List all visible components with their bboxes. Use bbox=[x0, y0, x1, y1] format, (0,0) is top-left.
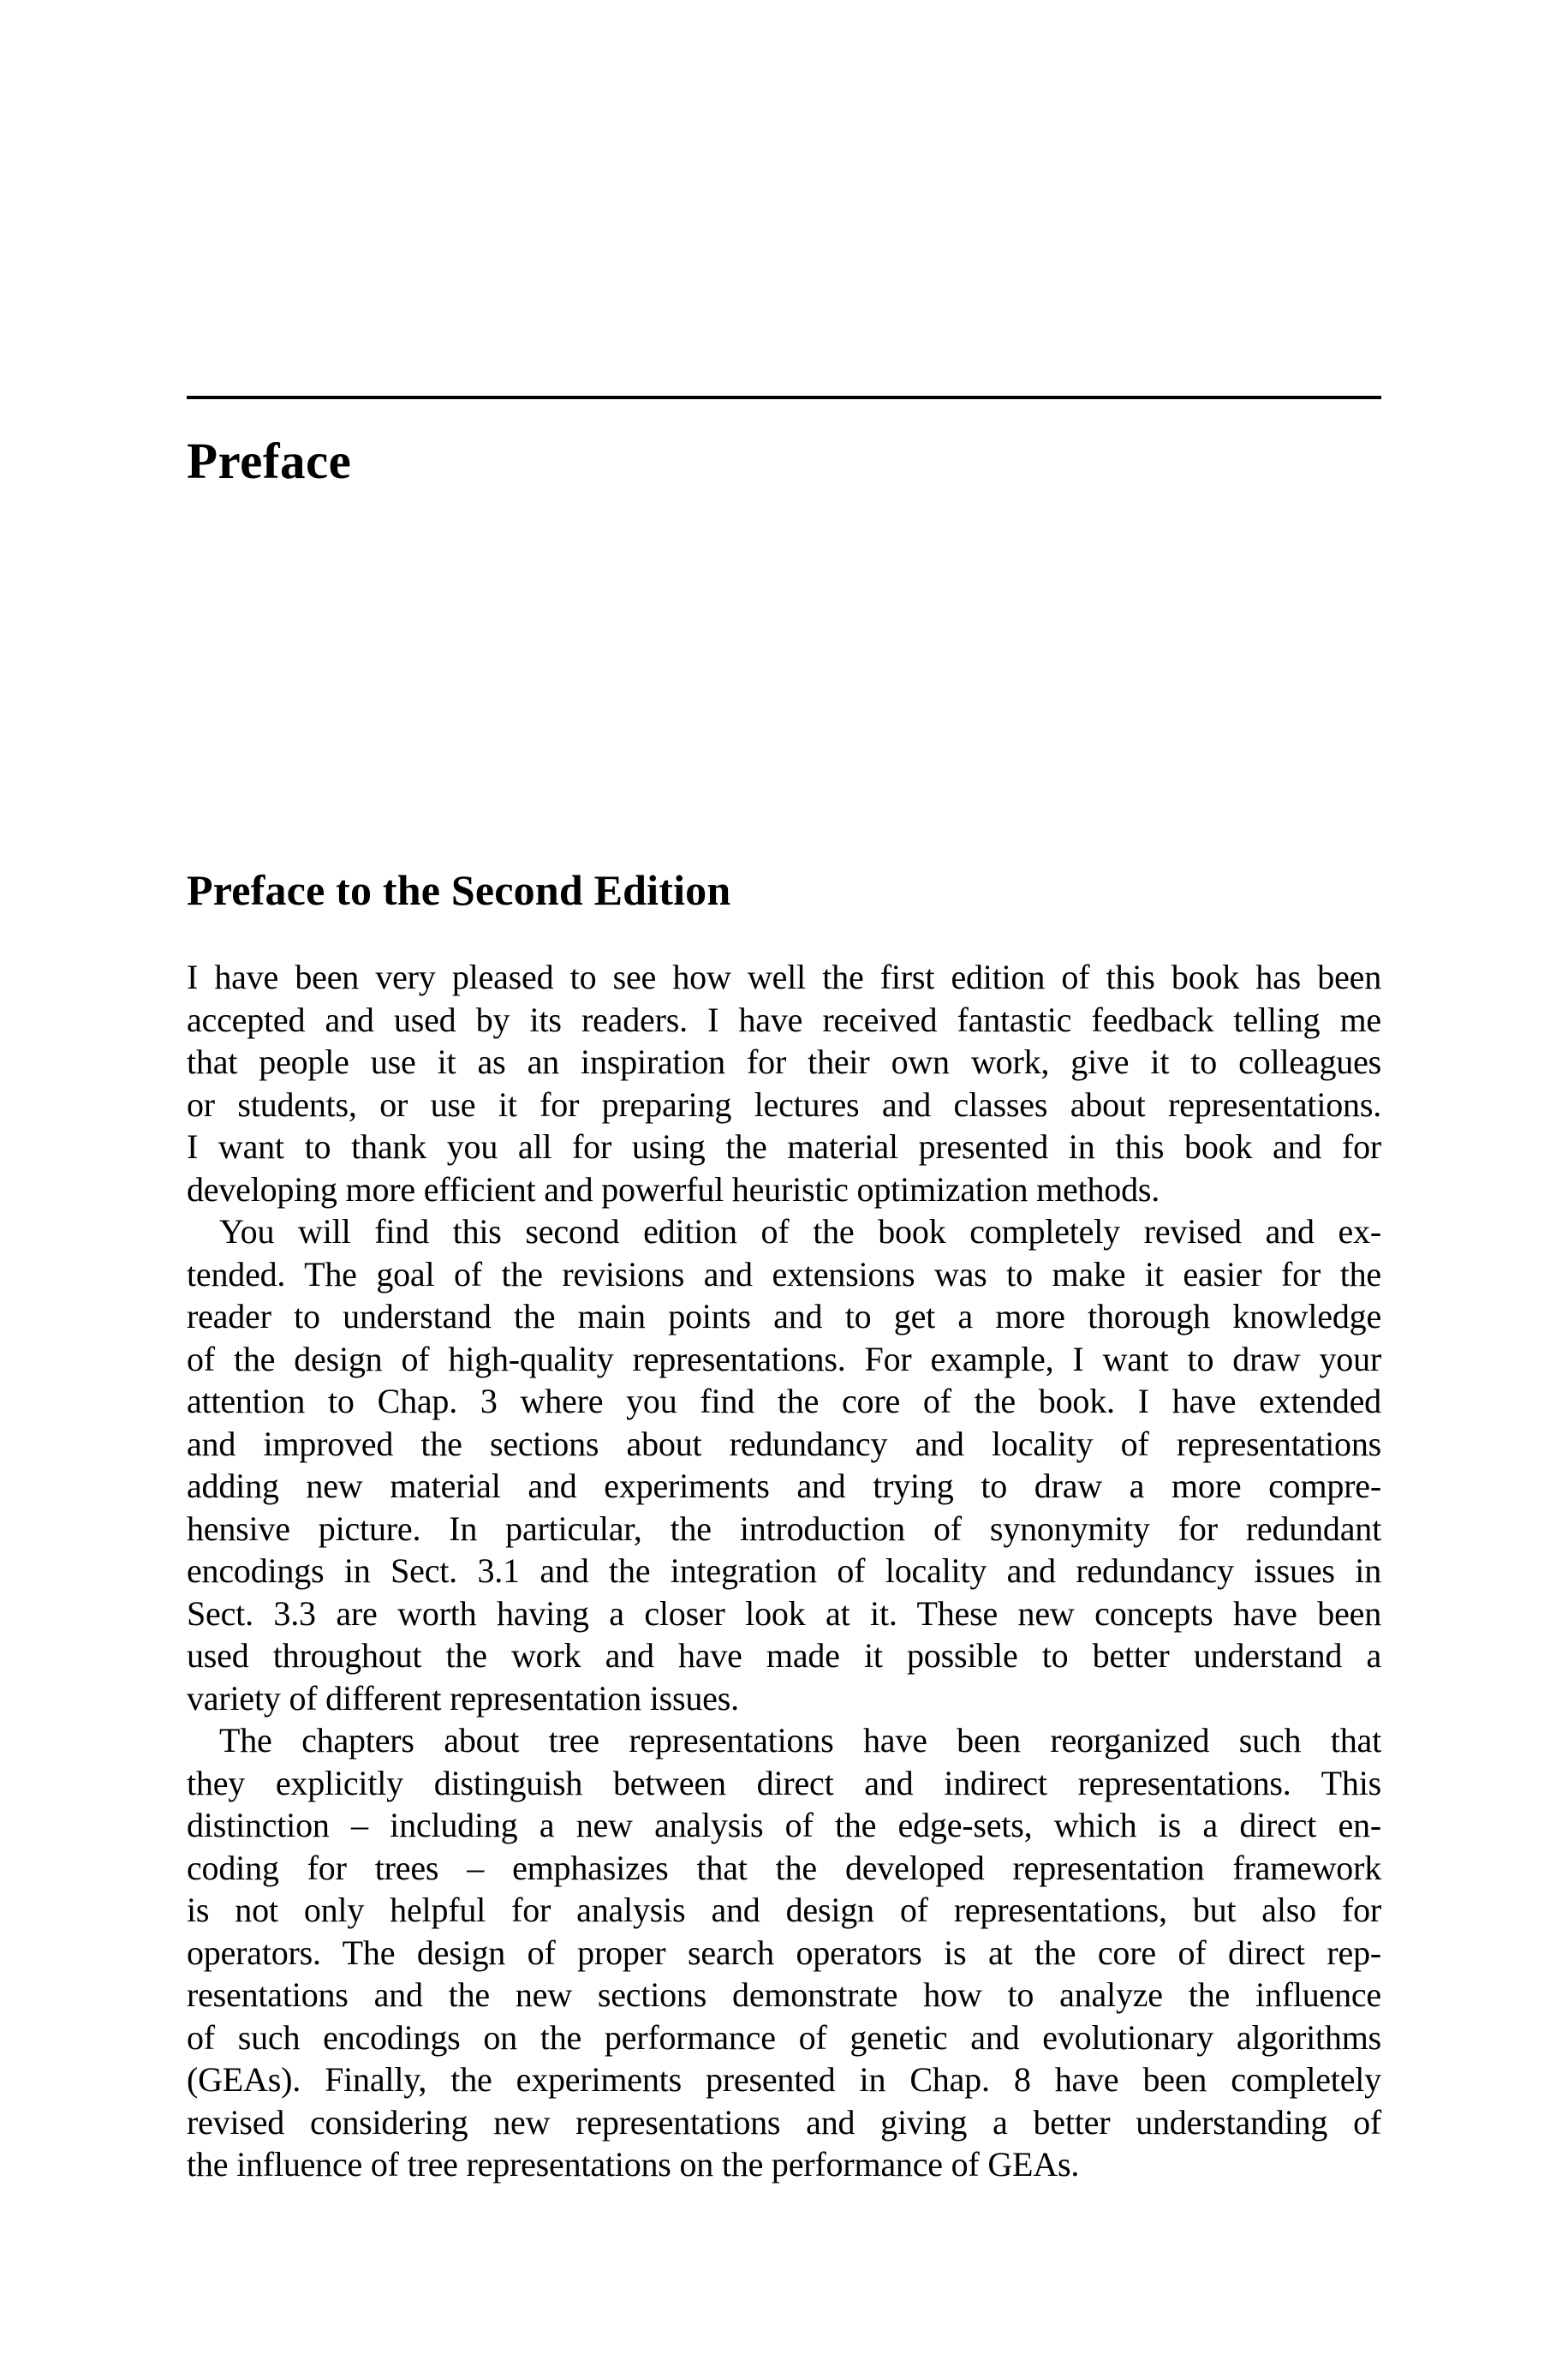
text-line: distinction – including a new analysis of the edge-sets, which is a direct en- bbox=[187, 1806, 1381, 1844]
body-text bbox=[187, 956, 1381, 2186]
text-line: of such encodings on the performance of genetic and evolutionary algorithms bbox=[187, 2017, 1381, 2057]
text-line: You will find this second edition of the book completely revised and ex- bbox=[219, 1212, 1381, 1251]
text-line: used throughout the work and have made it possible to better understand a bbox=[187, 1636, 1381, 1675]
text-line: encodings in Sect. 3.1 and the integration of locality and redundancy issues in bbox=[187, 1551, 1381, 1590]
text-line: variety of different representation issues. bbox=[187, 1678, 739, 1718]
text-line: of the design of high-quality representations. For example, I want to draw your bbox=[187, 1339, 1381, 1378]
text-line: operators. The design of proper search operators is at the core of direct rep- bbox=[187, 1933, 1381, 1972]
text-line: coding for trees – emphasizes that the developed representation framework bbox=[187, 1848, 1381, 1887]
text-line: hensive picture. In particular, the introduction of synonymity for redundant bbox=[187, 1509, 1381, 1548]
text-line: accepted and used by its readers. I have received fantastic feedback telling me bbox=[187, 1000, 1381, 1039]
text-line: adding new material and experiments and trying to draw a more compre- bbox=[187, 1467, 1381, 1505]
text-line: (GEAs). Finally, the experiments presented in Chap. 8 have been completely bbox=[187, 2060, 1381, 2099]
text-line: is not only helpful for analysis and design of representations, but also for bbox=[187, 1891, 1381, 1929]
text-line: they explicitly distinguish between direct and indirect representations. This bbox=[187, 1763, 1381, 1802]
chapter-title: Preface bbox=[187, 433, 352, 489]
paragraph bbox=[187, 956, 1381, 1210]
text-line: reader to understand the main points and to get a more thorough knowledge bbox=[187, 1297, 1381, 1335]
text-line: resentations and the new sections demonstrate how to analyze the influence bbox=[187, 1975, 1381, 2014]
section-heading: Preface to the Second Edition bbox=[187, 866, 731, 914]
text-line: and improved the sections about redundancy and locality of representations bbox=[187, 1424, 1381, 1463]
text-line: Sect. 3.3 are worth having a closer look at it. These new concepts have been bbox=[187, 1593, 1381, 1633]
text-line: tended. The goal of the revisions and extensions was to make it easier for the bbox=[187, 1254, 1381, 1294]
paragraph bbox=[187, 1210, 1381, 1719]
text-line: developing more efficient and powerful heuristic optimization methods. bbox=[187, 1169, 1160, 1209]
text-line: The chapters about tree representations have been reorganized such that bbox=[219, 1721, 1381, 1760]
chapter-divider-rule bbox=[187, 396, 1381, 399]
text-line: that people use it as an inspiration for their own work, give it to colleagues bbox=[187, 1043, 1381, 1081]
text-line: or students, or use it for preparing lectures and classes about representations. bbox=[187, 1084, 1381, 1124]
text-line: I want to thank you all for using the material presented in this book and for bbox=[187, 1127, 1381, 1166]
text-line: I have been very pleased to see how well the first edition of this book has been bbox=[187, 958, 1381, 996]
text-line: the influence of tree representations on the performance of GEAs. bbox=[187, 2145, 1080, 2184]
paragraph bbox=[187, 1719, 1381, 2186]
text-line: revised considering new representations and giving a better understanding of bbox=[187, 2102, 1381, 2142]
text-line: attention to Chap. 3 where you find the core of the book. I have extended bbox=[187, 1382, 1381, 1420]
